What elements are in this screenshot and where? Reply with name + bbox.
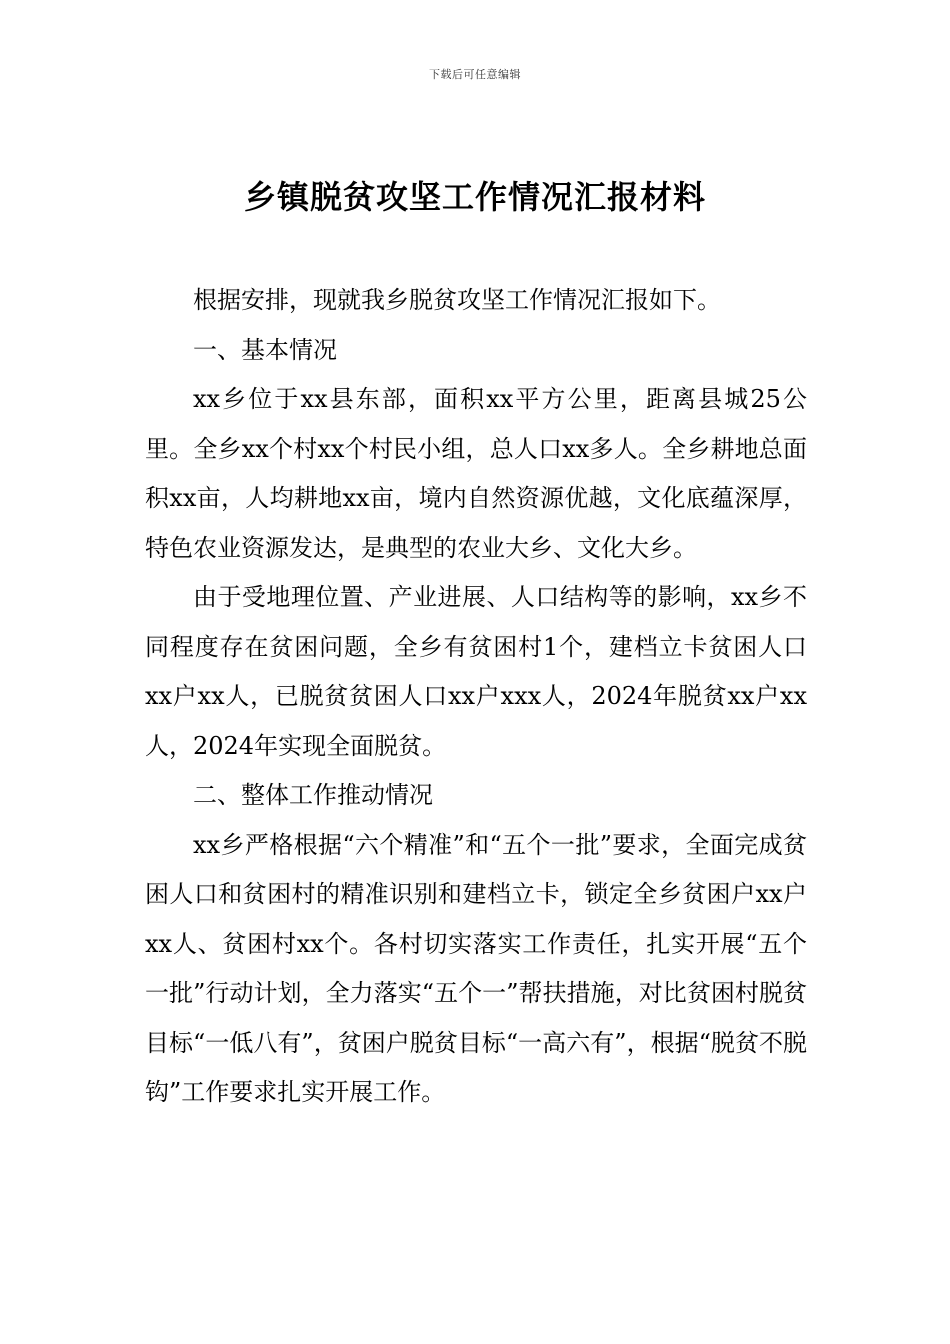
- paragraph-basic-situation: xx乡位于xx县东部，面积xx平方公里，距离县城25公里。全乡xx个村xx个村民小组，总人口xx多人。全乡耕地总面积xx亩，人均耕地xx亩，境内自然资源优越，文化底蕴深厚，特色农业资源发达，是典型的农业大乡、文化大乡。: [145, 385, 807, 562]
- paragraph-poverty-status: 由于受地理位置、产业进展、人口结构等的影响，xx乡不同程度存在贫困问题，全乡有贫困村1个，建档立卡贫困人口xx户xx人，已脱贫贫困人口xx户xxx人，2024年脱贫xx户xx人，2024年实现全面脱贫。: [145, 583, 807, 760]
- paragraph-overall-work: xx乡严格根据“六个精准”和“五个一批”要求，全面完成贫困人口和贫困村的精准识别和建档立卡，锁定全乡贫困户xx户xx人、贫困村xx个。各村切实落实工作责任，扎实开展“五个一批”行动计划，全力落实“五个一”帮扶措施，对比贫困村脱贫目标“一低八有”，贫困户脱贫目标“一高六有”，根据“脱贫不脱钩”工作要求扎实开展工作。: [145, 830, 807, 1106]
- document-title: 乡镇脱贫攻坚工作情况汇报材料: [243, 178, 706, 216]
- section-heading-basic-situation: 一、基本情况: [193, 335, 337, 364]
- paragraph-intro: 根据安排，现就我乡脱贫攻坚工作情况汇报如下。: [193, 286, 721, 314]
- document-body: [145, 276, 807, 1118]
- header-note: 下载后可任意编辑: [429, 68, 521, 81]
- section-heading-overall-work: 二、整体工作推动情况: [193, 781, 433, 809]
